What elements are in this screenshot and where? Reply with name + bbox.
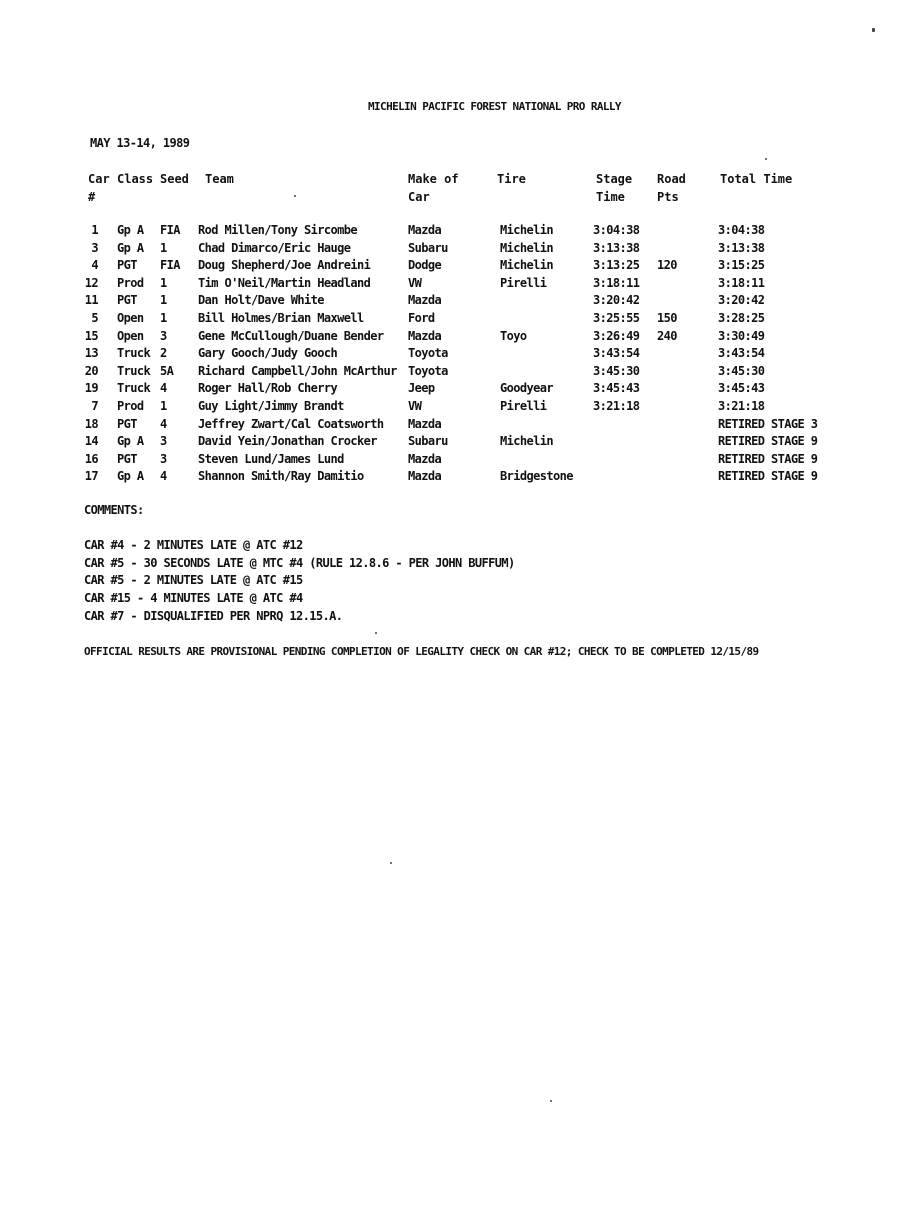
- header-make: [408, 170, 459, 206]
- cell-team: Roger Hall/Rob Cherry: [198, 381, 338, 396]
- cell-seed: FIA: [160, 258, 180, 273]
- cell-make: Subaru: [408, 240, 448, 255]
- scan-speck: [765, 158, 767, 160]
- header-seed: [160, 170, 189, 188]
- cell-seed: FIA: [160, 223, 180, 237]
- scan-speck: [375, 632, 377, 634]
- cell-seed: 4: [160, 469, 167, 484]
- table-row: [0, 311, 900, 328]
- cell-team: Gary Gooch/Judy Gooch: [198, 346, 338, 361]
- cell-class: Gp A: [117, 223, 144, 237]
- cell-team: Tim O'Neil/Martin Headland: [198, 275, 371, 290]
- cell-team: Shannon Smith/Ray Damitio: [198, 469, 364, 484]
- scan-speck: [390, 862, 392, 864]
- cell-stage: 3:13:38: [593, 240, 640, 255]
- cell-make: Mazda: [408, 223, 442, 237]
- cell-class: PGT: [117, 451, 137, 466]
- cell-tire: Pirelli: [500, 275, 547, 290]
- comment-item: CAR #7 - DISQUALIFIED PER NPRQ 12.15.A.: [84, 609, 343, 623]
- cell-total: 3:04:38: [718, 223, 765, 237]
- table-row: [0, 293, 900, 310]
- cell-total: 3:21:18: [718, 399, 765, 413]
- table-row: [0, 381, 900, 398]
- cell-total: 3:45:43: [718, 381, 765, 396]
- cell-seed: 1: [160, 240, 167, 255]
- cell-stage: 3:43:54: [593, 346, 640, 361]
- cell-car: 20: [84, 363, 98, 378]
- header-team-line1: Team: [205, 172, 234, 186]
- cell-total: 3:13:38: [718, 240, 765, 255]
- cell-class: Truck: [117, 381, 151, 396]
- cell-car: 4: [91, 258, 98, 273]
- cell-total: RETIRED STAGE 9: [718, 469, 818, 484]
- cell-team: Steven Lund/James Lund: [198, 451, 344, 466]
- cell-seed: 2: [160, 346, 167, 361]
- cell-road: 120: [657, 258, 677, 273]
- cell-team: Guy Light/Jimmy Brandt: [198, 399, 344, 413]
- cell-car: 3: [91, 240, 98, 255]
- header-class-line1: Class: [117, 172, 154, 186]
- cell-car: 12: [84, 275, 98, 290]
- cell-road: 240: [657, 328, 677, 343]
- cell-tire: Michelin: [500, 258, 553, 273]
- cell-class: Open: [117, 328, 144, 343]
- cell-total: 3:20:42: [718, 293, 765, 308]
- document-title: MICHELIN PACIFIC FOREST NATIONAL PRO RALLY: [368, 100, 621, 113]
- cell-car: 1: [91, 223, 98, 237]
- cell-make: Mazda: [408, 416, 442, 431]
- cell-class: PGT: [117, 258, 137, 273]
- cell-car: 18: [84, 416, 98, 431]
- scan-speck: [872, 28, 875, 32]
- header-tire: [497, 170, 526, 188]
- cell-class: Truck: [117, 363, 151, 378]
- cell-total: 3:43:54: [718, 346, 765, 361]
- table-row: [0, 241, 900, 258]
- cell-total: RETIRED STAGE 3: [718, 416, 818, 431]
- cell-total: RETIRED STAGE 9: [718, 451, 818, 466]
- cell-make: Toyota: [408, 346, 448, 361]
- cell-make: Ford: [408, 311, 435, 325]
- cell-team: Richard Campbell/John McArthur: [198, 363, 397, 378]
- cell-seed: 4: [160, 416, 167, 431]
- header-car-line2: #: [88, 190, 96, 204]
- cell-class: PGT: [117, 416, 137, 431]
- cell-tire: Goodyear: [500, 381, 553, 396]
- header-total: [720, 170, 792, 188]
- cell-class: Open: [117, 311, 144, 325]
- cell-car: 11: [84, 293, 98, 308]
- cell-make: VW: [408, 399, 422, 413]
- cell-make: Toyota: [408, 363, 448, 378]
- header-total-line1: Total Time: [720, 172, 793, 186]
- cell-seed: 3: [160, 328, 167, 343]
- cell-make: VW: [408, 275, 422, 290]
- cell-seed: 5A: [160, 363, 174, 378]
- header-seed-line1: Seed: [160, 172, 189, 186]
- scan-speck: [550, 1100, 552, 1102]
- header-tire-line1: Tire: [497, 172, 526, 186]
- cell-seed: 4: [160, 381, 167, 396]
- cell-total: 3:30:49: [718, 328, 765, 343]
- table-row: [0, 399, 900, 416]
- cell-car: 16: [84, 451, 98, 466]
- cell-seed: 1: [160, 275, 167, 290]
- cell-tire: Pirelli: [500, 399, 547, 413]
- cell-stage: 3:18:11: [593, 275, 640, 290]
- cell-stage: 3:20:42: [593, 293, 640, 308]
- cell-tire: Michelin: [500, 434, 553, 449]
- cell-stage: 3:21:18: [593, 399, 640, 413]
- cell-class: Gp A: [117, 240, 144, 255]
- cell-stage: 3:45:30: [593, 363, 640, 378]
- cell-class: PGT: [117, 293, 137, 308]
- cell-make: Jeep: [408, 381, 435, 396]
- header-road-line1: Road: [657, 172, 686, 186]
- header-car-line1: Car: [88, 172, 110, 186]
- table-row: [0, 276, 900, 293]
- cell-tire: Bridgestone: [500, 469, 573, 484]
- table-row: [0, 469, 900, 486]
- cell-tire: Michelin: [500, 223, 553, 237]
- table-row: [0, 364, 900, 381]
- cell-team: Doug Shepherd/Joe Andreini: [198, 258, 371, 273]
- comments-label: COMMENTS:: [84, 503, 144, 517]
- cell-team: Rod Millen/Tony Sircombe: [198, 223, 357, 237]
- comment-item: CAR #15 - 4 MINUTES LATE @ ATC #4: [84, 591, 303, 605]
- cell-make: Subaru: [408, 434, 448, 449]
- cell-class: Gp A: [117, 469, 144, 484]
- comment-item: CAR #5 - 2 MINUTES LATE @ ATC #15: [84, 573, 303, 587]
- cell-make: Mazda: [408, 328, 442, 343]
- cell-seed: 3: [160, 434, 167, 449]
- cell-make: Mazda: [408, 451, 442, 466]
- cell-car: 7: [91, 399, 98, 413]
- header-team: [205, 170, 234, 188]
- cell-stage: 3:13:25: [593, 258, 640, 273]
- header-make-line2: Car: [408, 190, 430, 204]
- cell-car: 13: [84, 346, 98, 361]
- official-notice: OFFICIAL RESULTS ARE PROVISIONAL PENDING COMPLETION OF LEGALITY CHECK ON CAR #12; CHECK TO BE COMPLETED 12/15/89: [84, 645, 759, 658]
- cell-make: Dodge: [408, 258, 442, 273]
- cell-total: 3:45:30: [718, 363, 765, 378]
- cell-tire: Toyo: [500, 328, 527, 343]
- header-road: [657, 170, 686, 206]
- header-class: [117, 170, 153, 188]
- header-stage: [596, 170, 632, 206]
- cell-car: 5: [91, 311, 98, 325]
- table-row: [0, 434, 900, 451]
- header-stage-line1: Stage: [596, 172, 633, 186]
- cell-team: Jeffrey Zwart/Cal Coatsworth: [198, 416, 384, 431]
- cell-seed: 1: [160, 293, 167, 308]
- cell-class: Prod: [117, 399, 144, 413]
- header-make-line1: Make of: [408, 172, 459, 186]
- cell-team: David Yein/Jonathan Crocker: [198, 434, 377, 449]
- table-row: [0, 346, 900, 363]
- cell-stage: 3:25:55: [593, 311, 640, 325]
- table-row: [0, 329, 900, 346]
- comment-item: CAR #4 - 2 MINUTES LATE @ ATC #12: [84, 538, 303, 552]
- cell-stage: 3:26:49: [593, 328, 640, 343]
- cell-stage: 3:45:43: [593, 381, 640, 396]
- cell-total: RETIRED STAGE 9: [718, 434, 818, 449]
- cell-class: Truck: [117, 346, 151, 361]
- cell-car: 14: [84, 434, 98, 449]
- cell-make: Mazda: [408, 293, 442, 308]
- cell-car: 19: [84, 381, 98, 396]
- cell-car: 17: [84, 469, 98, 484]
- cell-team: Bill Holmes/Brian Maxwell: [198, 311, 364, 325]
- cell-road: 150: [657, 311, 677, 325]
- cell-total: 3:18:11: [718, 275, 765, 290]
- cell-tire: Michelin: [500, 240, 553, 255]
- table-row: [0, 223, 900, 240]
- cell-team: Gene McCullough/Duane Bender: [198, 328, 384, 343]
- cell-total: 3:15:25: [718, 258, 765, 273]
- table-row: [0, 258, 900, 275]
- header-car: [88, 170, 110, 206]
- cell-seed: 3: [160, 451, 167, 466]
- cell-seed: 1: [160, 311, 167, 325]
- cell-make: Mazda: [408, 469, 442, 484]
- header-stage-line2: Time: [596, 190, 625, 204]
- cell-class: Gp A: [117, 434, 144, 449]
- header-road-line2: Pts: [657, 190, 679, 204]
- cell-total: 3:28:25: [718, 311, 765, 325]
- comment-item: CAR #5 - 30 SECONDS LATE @ MTC #4 (RULE 12.8.6 - PER JOHN BUFFUM): [84, 556, 515, 570]
- scan-speck: [294, 195, 296, 197]
- event-date: MAY 13-14, 1989: [90, 136, 190, 150]
- cell-stage: 3:04:38: [593, 223, 640, 237]
- table-row: [0, 452, 900, 469]
- cell-team: Chad Dimarco/Eric Hauge: [198, 240, 351, 255]
- cell-class: Prod: [117, 275, 144, 290]
- cell-team: Dan Holt/Dave White: [198, 293, 324, 308]
- cell-car: 15: [84, 328, 98, 343]
- cell-seed: 1: [160, 399, 167, 413]
- table-row: [0, 417, 900, 434]
